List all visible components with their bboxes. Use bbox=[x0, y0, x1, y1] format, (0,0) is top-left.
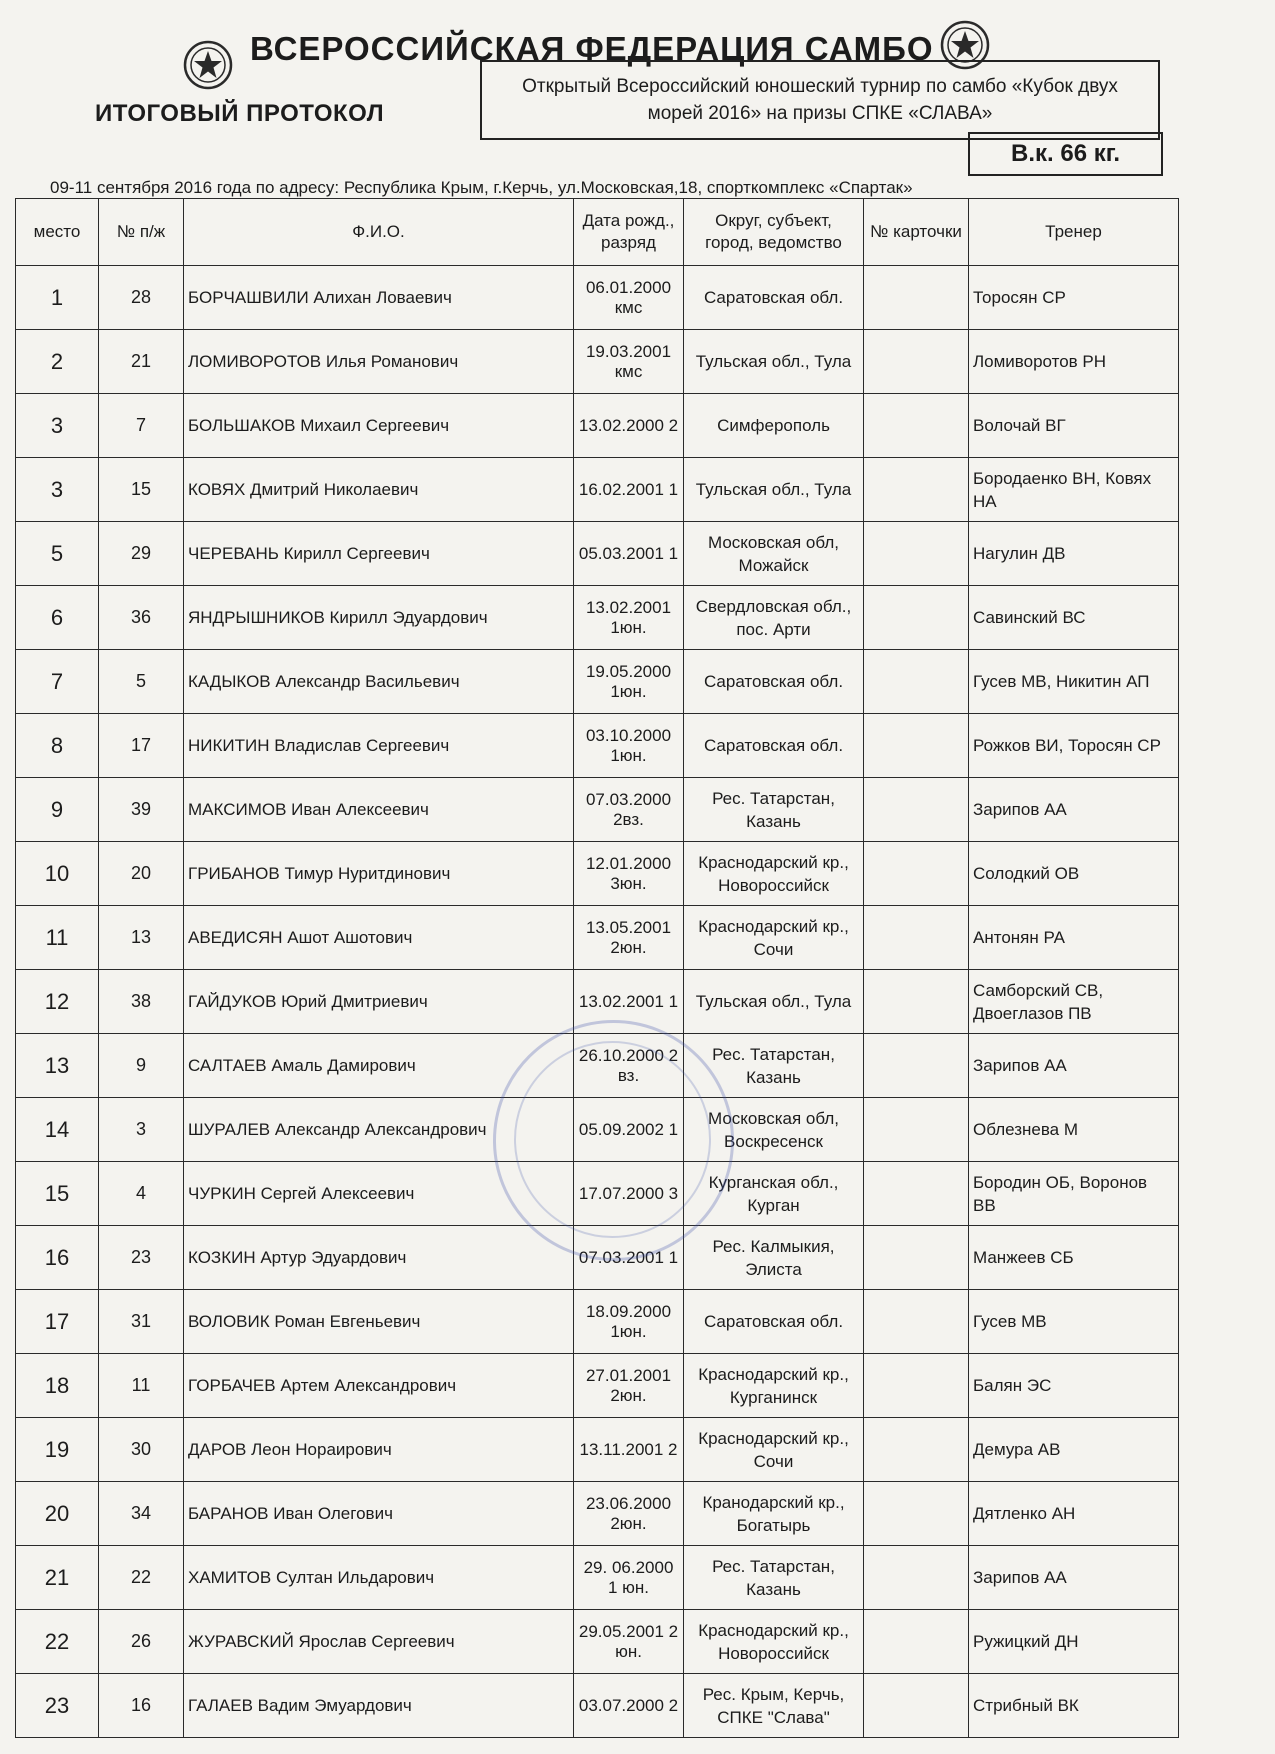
cell-name: САЛТАЕВ Амаль Дамирович bbox=[184, 1034, 574, 1098]
cell-coach: Бородин ОБ, Воронов ВВ bbox=[969, 1162, 1179, 1226]
cell-coach: Дятленко АН bbox=[969, 1482, 1179, 1546]
organization-stamp bbox=[493, 1020, 734, 1261]
col-header-region bbox=[684, 199, 864, 266]
cell-num: 15 bbox=[99, 458, 184, 522]
col-header-card: № карточки bbox=[864, 199, 969, 266]
cell-place: 19 bbox=[16, 1418, 99, 1482]
cell-coach: Антонян РА bbox=[969, 906, 1179, 970]
cell-dob: 16.02.2001 1 bbox=[574, 458, 684, 522]
cell-card bbox=[864, 842, 969, 906]
cell-coach: Гусев МВ bbox=[969, 1290, 1179, 1354]
cell-card bbox=[864, 1482, 969, 1546]
cell-num: 23 bbox=[99, 1226, 184, 1290]
col-header-region-line2: город, ведомство bbox=[705, 233, 842, 252]
table-row bbox=[16, 1354, 1179, 1418]
cell-region: Курганская обл., Курган bbox=[684, 1162, 864, 1226]
cell-place: 1 bbox=[16, 266, 99, 330]
cell-card bbox=[864, 778, 969, 842]
cell-coach: Стрибный ВК bbox=[969, 1674, 1179, 1738]
cell-dob: 13.05.2001 2юн. bbox=[574, 906, 684, 970]
cell-card bbox=[864, 1546, 969, 1610]
table-row bbox=[16, 330, 1179, 394]
cell-num: 20 bbox=[99, 842, 184, 906]
cell-num: 16 bbox=[99, 1674, 184, 1738]
col-header-coach: Тренер bbox=[969, 199, 1179, 266]
cell-place: 14 bbox=[16, 1098, 99, 1162]
table-row bbox=[16, 1290, 1179, 1354]
protocol-title: ИТОГОВЫЙ ПРОТОКОЛ bbox=[95, 100, 385, 127]
cell-coach: Зарипов АА bbox=[969, 1546, 1179, 1610]
cell-name: ЛОМИВОРОТОВ Илья Романович bbox=[184, 330, 574, 394]
cell-coach: Облезнева М bbox=[969, 1098, 1179, 1162]
cell-dob: 13.02.2001 1юн. bbox=[574, 586, 684, 650]
cell-dob: 07.03.2000 2вз. bbox=[574, 778, 684, 842]
cell-card bbox=[864, 1674, 969, 1738]
cell-card bbox=[864, 586, 969, 650]
table-row bbox=[16, 1418, 1179, 1482]
cell-region: Кранодарский кр., Богатырь bbox=[684, 1482, 864, 1546]
tournament-name-box bbox=[480, 60, 1160, 140]
table-row bbox=[16, 650, 1179, 714]
table-row bbox=[16, 394, 1179, 458]
table-row bbox=[16, 522, 1179, 586]
cell-name: КАДЫКОВ Александр Васильевич bbox=[184, 650, 574, 714]
cell-num: 31 bbox=[99, 1290, 184, 1354]
cell-coach: Зарипов АА bbox=[969, 1034, 1179, 1098]
cell-coach: Манжеев СБ bbox=[969, 1226, 1179, 1290]
cell-name: ЧУРКИН Сергей Алексеевич bbox=[184, 1162, 574, 1226]
cell-coach: Нагулин ДВ bbox=[969, 522, 1179, 586]
cell-card bbox=[864, 1610, 969, 1674]
header-row bbox=[16, 199, 1179, 266]
cell-coach: Ломиворотов РН bbox=[969, 330, 1179, 394]
table-row bbox=[16, 778, 1179, 842]
cell-name: БАРАНОВ Иван Олегович bbox=[184, 1482, 574, 1546]
cell-num: 11 bbox=[99, 1354, 184, 1418]
cell-card bbox=[864, 970, 969, 1034]
table-row bbox=[16, 1674, 1179, 1738]
cell-card bbox=[864, 1034, 969, 1098]
cell-num: 28 bbox=[99, 266, 184, 330]
table-row bbox=[16, 1610, 1179, 1674]
cell-card bbox=[864, 1354, 969, 1418]
cell-num: 3 bbox=[99, 1098, 184, 1162]
cell-name: НИКИТИН Владислав Сергеевич bbox=[184, 714, 574, 778]
cell-num: 5 bbox=[99, 650, 184, 714]
cell-coach: Зарипов АА bbox=[969, 778, 1179, 842]
cell-name: ЧЕРЕВАНЬ Кирилл Сергеевич bbox=[184, 522, 574, 586]
cell-place: 7 bbox=[16, 650, 99, 714]
cell-coach: Савинский ВС bbox=[969, 586, 1179, 650]
cell-card bbox=[864, 1098, 969, 1162]
table-row bbox=[16, 458, 1179, 522]
cell-place: 5 bbox=[16, 522, 99, 586]
cell-region: Саратовская обл. bbox=[684, 650, 864, 714]
cell-num: 29 bbox=[99, 522, 184, 586]
cell-dob: 03.07.2000 2 bbox=[574, 1674, 684, 1738]
cell-name: КОВЯХ Дмитрий Николаевич bbox=[184, 458, 574, 522]
cell-num: 9 bbox=[99, 1034, 184, 1098]
cell-num: 13 bbox=[99, 906, 184, 970]
cell-place: 11 bbox=[16, 906, 99, 970]
cell-region: Свердловская обл., пос. Арти bbox=[684, 586, 864, 650]
cell-dob: 12.01.2000 3юн. bbox=[574, 842, 684, 906]
col-header-place: место bbox=[16, 199, 99, 266]
cell-name: ВОЛОВИК Роман Евгеньевич bbox=[184, 1290, 574, 1354]
cell-num: 34 bbox=[99, 1482, 184, 1546]
cell-coach: Ружицкий ДН bbox=[969, 1610, 1179, 1674]
cell-region: Саратовская обл. bbox=[684, 266, 864, 330]
venue-date-line: 09-11 сентября 2016 года по адресу: Республика Крым, г.Керчь, ул.Московская,18, спорткомплекс «Спартак» bbox=[50, 178, 913, 197]
cell-dob: 29.05.2001 2 юн. bbox=[574, 1610, 684, 1674]
cell-place: 16 bbox=[16, 1226, 99, 1290]
cell-place: 10 bbox=[16, 842, 99, 906]
col-header-dob: Дата рожд., разряд bbox=[574, 199, 684, 266]
cell-dob: 05.09.2002 1 bbox=[574, 1098, 684, 1162]
cell-coach: Гусев МВ, Никитин АП bbox=[969, 650, 1179, 714]
cell-card bbox=[864, 650, 969, 714]
cell-place: 2 bbox=[16, 330, 99, 394]
table-row bbox=[16, 714, 1179, 778]
cell-card bbox=[864, 906, 969, 970]
table-row bbox=[16, 906, 1179, 970]
col-header-region-line1: Округ, субъект, bbox=[715, 211, 832, 230]
cell-dob: 13.02.2000 2 bbox=[574, 394, 684, 458]
weight-class-box: В.к. 66 кг. bbox=[968, 132, 1163, 176]
cell-place: 6 bbox=[16, 586, 99, 650]
cell-name: ХАМИТОВ Султан Ильдарович bbox=[184, 1546, 574, 1610]
cell-card bbox=[864, 1226, 969, 1290]
cell-num: 38 bbox=[99, 970, 184, 1034]
cell-coach: Самборский СВ, Двоеглазов ПВ bbox=[969, 970, 1179, 1034]
cell-dob: 26.10.2000 2 вз. bbox=[574, 1034, 684, 1098]
col-header-name: Ф.И.О. bbox=[184, 199, 574, 266]
cell-name: БОРЧАШВИЛИ Алихан Ловаевич bbox=[184, 266, 574, 330]
cell-name: ШУРАЛЕВ Александр Александрович bbox=[184, 1098, 574, 1162]
cell-dob: 07.03.2001 1 bbox=[574, 1226, 684, 1290]
cell-name: БОЛЬШАКОВ Михаил Сергеевич bbox=[184, 394, 574, 458]
cell-coach: Бородаенко ВН, Ковях НА bbox=[969, 458, 1179, 522]
cell-card bbox=[864, 458, 969, 522]
cell-name: ГАЛАЕВ Вадим Эмуардович bbox=[184, 1674, 574, 1738]
cell-region: Московская обл, Можайск bbox=[684, 522, 864, 586]
cell-dob: 19.05.2000 1юн. bbox=[574, 650, 684, 714]
cell-num: 21 bbox=[99, 330, 184, 394]
cell-place: 23 bbox=[16, 1674, 99, 1738]
table-row bbox=[16, 266, 1179, 330]
cell-region: Рес. Татарстан, Казань bbox=[684, 778, 864, 842]
cell-name: МАКСИМОВ Иван Алексеевич bbox=[184, 778, 574, 842]
col-header-num: № п/ж bbox=[99, 199, 184, 266]
cell-name: ГОРБАЧЕВ Артем Александрович bbox=[184, 1354, 574, 1418]
cell-num: 7 bbox=[99, 394, 184, 458]
cell-dob: 06.01.2000 кмс bbox=[574, 266, 684, 330]
cell-card bbox=[864, 394, 969, 458]
cell-dob: 13.02.2001 1 bbox=[574, 970, 684, 1034]
cell-region: Краснодарский кр., Сочи bbox=[684, 906, 864, 970]
cell-num: 36 bbox=[99, 586, 184, 650]
cell-coach: Демура АВ bbox=[969, 1418, 1179, 1482]
cell-num: 26 bbox=[99, 1610, 184, 1674]
cell-num: 30 bbox=[99, 1418, 184, 1482]
tournament-name-line2: морей 2016» на призы СПКЕ «СЛАВА» bbox=[647, 103, 993, 124]
cell-region: Тульская обл., Тула bbox=[684, 330, 864, 394]
cell-name: ГРИБАНОВ Тимур Нуритдинович bbox=[184, 842, 574, 906]
cell-place: 15 bbox=[16, 1162, 99, 1226]
table-row bbox=[16, 586, 1179, 650]
cell-region: Рес. Крым, Керчь, СПКЕ "Слава" bbox=[684, 1674, 864, 1738]
cell-region: Рес. Калмыкия, Элиста bbox=[684, 1226, 864, 1290]
cell-name: ДАРОВ Леон Нораирович bbox=[184, 1418, 574, 1482]
cell-num: 39 bbox=[99, 778, 184, 842]
cell-dob: 18.09.2000 1юн. bbox=[574, 1290, 684, 1354]
cell-dob: 13.11.2001 2 bbox=[574, 1418, 684, 1482]
cell-place: 21 bbox=[16, 1546, 99, 1610]
cell-region: Краснодарский кр., Новороссийск bbox=[684, 1610, 864, 1674]
cell-region: Рес. Татарстан, Казань bbox=[684, 1034, 864, 1098]
cell-region: Краснодарский кр., Сочи bbox=[684, 1418, 864, 1482]
cell-region: Тульская обл., Тула bbox=[684, 458, 864, 522]
cell-region: Московская обл, Воскресенск bbox=[684, 1098, 864, 1162]
cell-place: 18 bbox=[16, 1354, 99, 1418]
cell-dob: 19.03.2001 кмс bbox=[574, 330, 684, 394]
cell-region: Краснодарский кр., Курганинск bbox=[684, 1354, 864, 1418]
cell-coach: Балян ЭС bbox=[969, 1354, 1179, 1418]
results-body bbox=[16, 266, 1179, 1738]
cell-dob: 05.03.2001 1 bbox=[574, 522, 684, 586]
cell-dob: 23.06.2000 2юн. bbox=[574, 1482, 684, 1546]
cell-name: ЖУРАВСКИЙ Ярослав Сергеевич bbox=[184, 1610, 574, 1674]
cell-num: 22 bbox=[99, 1546, 184, 1610]
cell-dob: 27.01.2001 2юн. bbox=[574, 1354, 684, 1418]
cell-place: 8 bbox=[16, 714, 99, 778]
table-row bbox=[16, 1482, 1179, 1546]
table-row bbox=[16, 842, 1179, 906]
cell-num: 4 bbox=[99, 1162, 184, 1226]
cell-name: КОЗКИН Артур Эдуардович bbox=[184, 1226, 574, 1290]
cell-dob: 29. 06.2000 1 юн. bbox=[574, 1546, 684, 1610]
cell-region: Саратовская обл. bbox=[684, 1290, 864, 1354]
cell-dob: 17.07.2000 3 bbox=[574, 1162, 684, 1226]
cell-region: Саратовская обл. bbox=[684, 714, 864, 778]
cell-card bbox=[864, 1418, 969, 1482]
cell-coach: Солодкий ОВ bbox=[969, 842, 1179, 906]
cell-place: 9 bbox=[16, 778, 99, 842]
cell-name: ГАЙДУКОВ Юрий Дмитриевич bbox=[184, 970, 574, 1034]
cell-card bbox=[864, 330, 969, 394]
sambo-star-logo-icon bbox=[183, 40, 233, 90]
cell-place: 13 bbox=[16, 1034, 99, 1098]
cell-region: Рес. Татарстан, Казань bbox=[684, 1546, 864, 1610]
cell-place: 3 bbox=[16, 458, 99, 522]
tournament-name-line1: Открытый Всероссийский юношеский турнир по самбо «Кубок двух bbox=[522, 76, 1118, 97]
cell-num: 17 bbox=[99, 714, 184, 778]
federation-title: ВСЕРОССИЙСКАЯ ФЕДЕРАЦИЯ САМБО bbox=[250, 30, 934, 67]
results-table bbox=[15, 198, 1179, 1738]
cell-card bbox=[864, 522, 969, 586]
cell-region: Тульская обл., Тула bbox=[684, 970, 864, 1034]
cell-card bbox=[864, 714, 969, 778]
cell-place: 3 bbox=[16, 394, 99, 458]
cell-card bbox=[864, 1162, 969, 1226]
cell-place: 17 bbox=[16, 1290, 99, 1354]
table-row bbox=[16, 1546, 1179, 1610]
cell-card bbox=[864, 266, 969, 330]
cell-place: 12 bbox=[16, 970, 99, 1034]
cell-coach: Торосян СР bbox=[969, 266, 1179, 330]
cell-coach: Рожков ВИ, Торосян СР bbox=[969, 714, 1179, 778]
cell-place: 20 bbox=[16, 1482, 99, 1546]
cell-dob: 03.10.2000 1юн. bbox=[574, 714, 684, 778]
cell-coach: Волочай ВГ bbox=[969, 394, 1179, 458]
cell-place: 22 bbox=[16, 1610, 99, 1674]
cell-name: ЯНДРЫШНИКОВ Кирилл Эдуардович bbox=[184, 586, 574, 650]
cell-card bbox=[864, 1290, 969, 1354]
cell-name: АВЕДИСЯН Ашот Ашотович bbox=[184, 906, 574, 970]
cell-region: Краснодарский кр., Новороссийск bbox=[684, 842, 864, 906]
cell-region: Симферополь bbox=[684, 394, 864, 458]
